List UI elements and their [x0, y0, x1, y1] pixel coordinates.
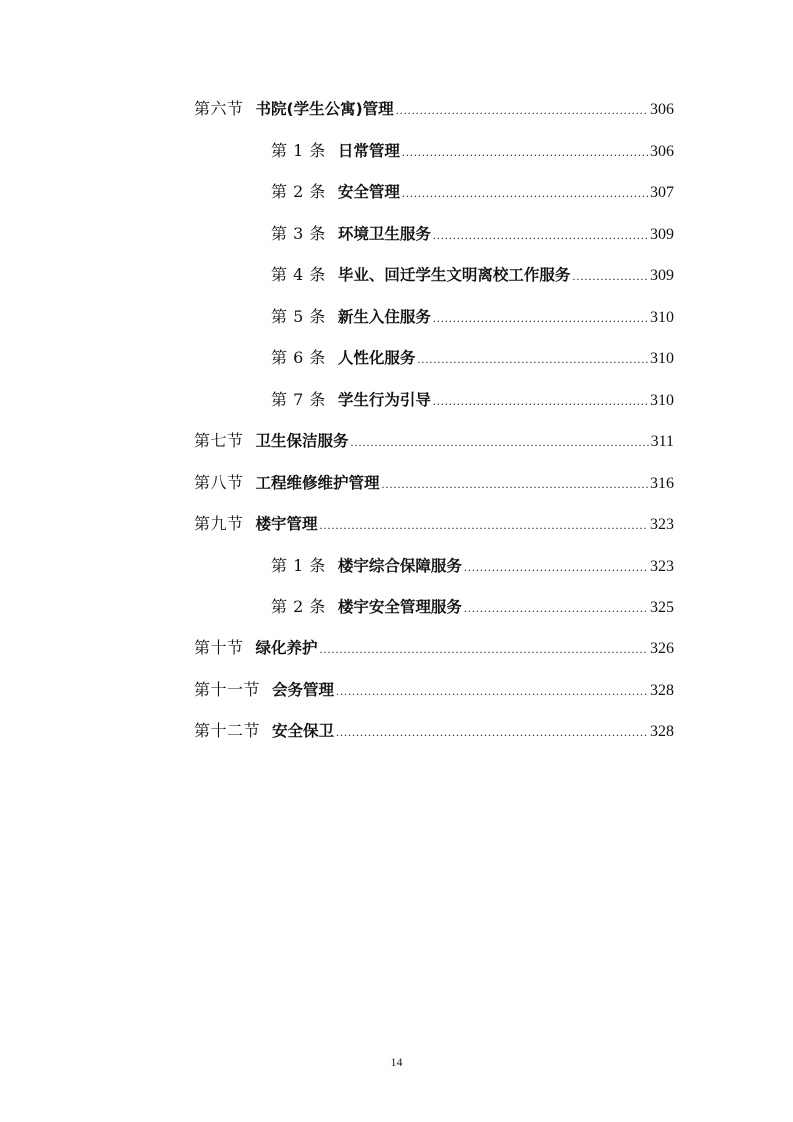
toc-dot-leader — [320, 636, 648, 662]
toc-dot-leader — [433, 305, 648, 331]
toc-entry-title: 书院(学生公寓)管理 — [255, 100, 394, 118]
toc-entry-title: 学生行为引导 — [337, 391, 431, 409]
toc-dot-leader — [464, 595, 648, 621]
toc-entry-title: 绿化养护 — [255, 639, 318, 657]
toc-entry[interactable] — [194, 635, 674, 661]
toc-entry[interactable] — [194, 96, 674, 122]
toc-dot-leader — [433, 222, 648, 248]
toc-entry-title: 楼宇管理 — [255, 515, 318, 533]
toc-entry-title: 安全管理 — [337, 183, 400, 201]
toc-entry-title: 楼宇安全管理服务 — [337, 598, 462, 616]
toc-entry-number: 第 2 条 — [271, 597, 326, 616]
toc-entry-page: 310 — [650, 309, 674, 326]
toc-entry-page: 306 — [650, 101, 674, 118]
toc-entry-number: 第 6 条 — [271, 348, 326, 367]
toc-dot-leader — [433, 388, 648, 414]
toc-dot-leader — [382, 471, 648, 497]
toc-entry-number: 第 3 条 — [271, 224, 326, 243]
page-number: 14 — [390, 1055, 403, 1069]
toc-entry-title: 日常管理 — [337, 142, 400, 160]
toc-entry-page: 316 — [650, 475, 674, 492]
toc-entry-page: 306 — [650, 143, 674, 160]
toc-entry[interactable] — [194, 511, 674, 537]
toc-entry[interactable] — [194, 470, 674, 496]
toc-entry-page: 309 — [650, 226, 674, 243]
toc-entry-number: 第 1 条 — [271, 141, 326, 160]
toc-entry-page: 328 — [650, 682, 674, 699]
toc-entry-page: 307 — [650, 184, 674, 201]
toc-entry-page: 323 — [650, 558, 674, 575]
toc-entry-page: 310 — [650, 350, 674, 367]
toc-dot-leader — [464, 554, 648, 580]
toc-dot-leader — [402, 180, 648, 206]
toc-entry-number: 第 1 条 — [271, 556, 326, 575]
toc-entry-number: 第 5 条 — [271, 307, 326, 326]
toc-entry-title: 楼宇综合保障服务 — [337, 557, 462, 575]
toc-entry[interactable] — [271, 553, 674, 579]
toc-entry[interactable] — [194, 677, 674, 703]
toc-entry-page: 325 — [650, 599, 674, 616]
toc-entry-number: 第七节 — [194, 431, 244, 450]
toc-dot-leader — [402, 139, 648, 165]
toc-dot-leader — [572, 263, 648, 289]
toc-entry-number: 第 2 条 — [271, 182, 326, 201]
toc-entry-title: 工程维修维护管理 — [255, 474, 380, 492]
toc-entry-number: 第十一节 — [194, 680, 261, 699]
toc-entry-page: 309 — [650, 267, 674, 284]
toc-entry-page: 328 — [650, 723, 674, 740]
toc-entry[interactable] — [271, 594, 674, 620]
toc-entry[interactable] — [271, 304, 674, 330]
toc-entry[interactable] — [194, 428, 674, 454]
toc-entry-page: 323 — [650, 516, 674, 533]
toc-entry-title: 会务管理 — [272, 681, 335, 699]
toc-entry-number: 第八节 — [194, 473, 244, 492]
toc-entry-title: 人性化服务 — [337, 349, 416, 367]
toc-entry-number: 第九节 — [194, 514, 244, 533]
toc-entry-number: 第六节 — [194, 99, 244, 118]
toc-entry-title: 环境卫生服务 — [337, 225, 431, 243]
toc-dot-leader — [320, 512, 648, 538]
toc-entry[interactable] — [271, 179, 674, 205]
toc-entry[interactable] — [271, 138, 674, 164]
toc-entry-number: 第十节 — [194, 638, 244, 657]
toc-dot-leader — [396, 97, 648, 123]
toc-entry[interactable] — [271, 345, 674, 371]
toc-entry-page: 311 — [650, 433, 674, 450]
toc-entry-page: 326 — [650, 640, 674, 657]
toc-dot-leader — [336, 678, 648, 704]
toc-entry[interactable] — [271, 387, 674, 413]
toc-entry-page: 310 — [650, 392, 674, 409]
toc-dot-leader — [336, 719, 648, 745]
toc-entry-title: 毕业、回迁学生文明离校工作服务 — [337, 266, 571, 284]
toc-entry[interactable] — [194, 718, 674, 744]
toc-entry-title: 安全保卫 — [272, 722, 335, 740]
toc-entry-number: 第 4 条 — [271, 265, 326, 284]
toc-dot-leader — [417, 346, 648, 372]
toc-entry-number: 第十二节 — [194, 721, 261, 740]
toc-entry-title: 卫生保洁服务 — [255, 432, 349, 450]
toc-dot-leader — [351, 429, 649, 455]
toc-entry[interactable] — [271, 262, 674, 288]
toc-entry-title: 新生入住服务 — [337, 308, 431, 326]
toc-entry[interactable] — [271, 221, 674, 247]
toc-entry-number: 第 7 条 — [271, 390, 326, 409]
